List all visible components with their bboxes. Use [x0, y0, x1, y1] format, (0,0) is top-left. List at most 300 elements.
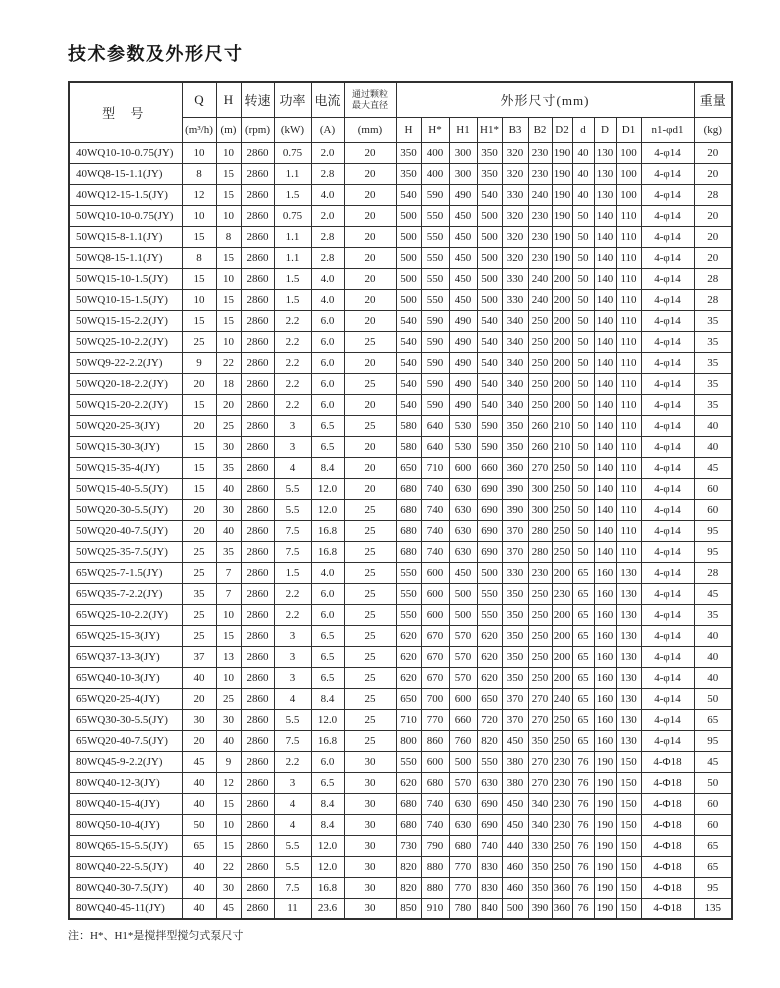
- value-cell: 15: [216, 247, 241, 268]
- table-row: [69, 415, 732, 436]
- dim-col-H1: H1: [449, 117, 477, 142]
- value-cell: 20: [182, 730, 216, 751]
- value-cell: 50: [694, 772, 732, 793]
- value-cell: 450: [449, 268, 477, 289]
- value-cell: 190: [552, 142, 572, 163]
- value-cell: 4-Φ18: [641, 772, 694, 793]
- value-cell: 770: [449, 877, 477, 898]
- value-cell: 130: [616, 583, 641, 604]
- value-cell: 2860: [241, 415, 274, 436]
- value-cell: 110: [616, 457, 641, 478]
- header-row-labels: [69, 82, 732, 117]
- table-row: [69, 709, 732, 730]
- col-header-power: 功率: [274, 82, 311, 117]
- value-cell: 570: [449, 772, 477, 793]
- value-cell: 910: [421, 898, 449, 919]
- value-cell: 76: [572, 772, 594, 793]
- value-cell: 630: [449, 814, 477, 835]
- dim-col-D: D: [594, 117, 616, 142]
- value-cell: 20: [344, 142, 396, 163]
- model-cell: 50WQ10-10-0.75(JY): [69, 205, 182, 226]
- value-cell: 490: [449, 352, 477, 373]
- value-cell: 2860: [241, 751, 274, 772]
- value-cell: 160: [594, 604, 616, 625]
- value-cell: 140: [594, 373, 616, 394]
- value-cell: 2860: [241, 898, 274, 919]
- table-row: [69, 247, 732, 268]
- value-cell: 250: [552, 835, 572, 856]
- value-cell: 360: [502, 457, 528, 478]
- value-cell: 230: [552, 772, 572, 793]
- value-cell: 30: [182, 709, 216, 730]
- value-cell: 550: [421, 205, 449, 226]
- value-cell: 590: [421, 310, 449, 331]
- value-cell: 340: [502, 394, 528, 415]
- value-cell: 3: [274, 772, 311, 793]
- value-cell: 65: [572, 583, 594, 604]
- value-cell: 230: [552, 751, 572, 772]
- value-cell: 330: [528, 835, 552, 856]
- value-cell: 40: [216, 520, 241, 541]
- value-cell: 25: [344, 415, 396, 436]
- model-cell: 65WQ25-7-1.5(JY): [69, 562, 182, 583]
- value-cell: 160: [594, 646, 616, 667]
- table-row: [69, 331, 732, 352]
- value-cell: 630: [449, 520, 477, 541]
- value-cell: 3: [274, 415, 311, 436]
- col-header-model: 型 号: [69, 82, 182, 142]
- value-cell: 25: [216, 415, 241, 436]
- value-cell: 800: [396, 730, 421, 751]
- value-cell: 50: [572, 289, 594, 310]
- value-cell: 40: [182, 667, 216, 688]
- value-cell: 670: [421, 646, 449, 667]
- value-cell: 2.8: [311, 226, 344, 247]
- value-cell: 320: [502, 205, 528, 226]
- value-cell: 540: [477, 331, 502, 352]
- value-cell: 40: [182, 772, 216, 793]
- value-cell: 130: [594, 142, 616, 163]
- value-cell: 4-φ14: [641, 688, 694, 709]
- value-cell: 2860: [241, 604, 274, 625]
- value-cell: 230: [552, 814, 572, 835]
- value-cell: 690: [477, 478, 502, 499]
- value-cell: 110: [616, 436, 641, 457]
- value-cell: 380: [502, 772, 528, 793]
- value-cell: 270: [528, 688, 552, 709]
- value-cell: 50: [572, 268, 594, 289]
- value-cell: 6.0: [311, 310, 344, 331]
- value-cell: 4.0: [311, 268, 344, 289]
- value-cell: 110: [616, 247, 641, 268]
- model-cell: 80WQ50-10-4(JY): [69, 814, 182, 835]
- value-cell: 4.0: [311, 562, 344, 583]
- value-cell: 580: [396, 436, 421, 457]
- value-cell: 200: [552, 625, 572, 646]
- value-cell: 35: [694, 394, 732, 415]
- value-cell: 6.0: [311, 331, 344, 352]
- table-row: [69, 877, 732, 898]
- model-cell: 50WQ15-30-3(JY): [69, 436, 182, 457]
- value-cell: 590: [477, 436, 502, 457]
- value-cell: 680: [396, 520, 421, 541]
- value-cell: 190: [594, 835, 616, 856]
- value-cell: 28: [694, 289, 732, 310]
- value-cell: 280: [528, 520, 552, 541]
- value-cell: 130: [616, 562, 641, 583]
- value-cell: 320: [502, 142, 528, 163]
- value-cell: 35: [694, 331, 732, 352]
- value-cell: 76: [572, 751, 594, 772]
- table-row: [69, 142, 732, 163]
- model-cell: 50WQ15-8-1.1(JY): [69, 226, 182, 247]
- value-cell: 250: [528, 625, 552, 646]
- value-cell: 25: [344, 688, 396, 709]
- value-cell: 15: [216, 310, 241, 331]
- value-cell: 490: [449, 184, 477, 205]
- value-cell: 4-φ14: [641, 709, 694, 730]
- value-cell: 35: [694, 310, 732, 331]
- value-cell: 360: [552, 877, 572, 898]
- value-cell: 550: [396, 604, 421, 625]
- value-cell: 230: [528, 247, 552, 268]
- value-cell: 20: [344, 478, 396, 499]
- value-cell: 350: [502, 646, 528, 667]
- value-cell: 540: [477, 184, 502, 205]
- value-cell: 110: [616, 520, 641, 541]
- value-cell: 620: [396, 772, 421, 793]
- col-header-speed: 转速: [241, 82, 274, 117]
- value-cell: 4-φ14: [641, 184, 694, 205]
- value-cell: 500: [396, 226, 421, 247]
- value-cell: 5.5: [274, 835, 311, 856]
- value-cell: 500: [396, 247, 421, 268]
- value-cell: 15: [216, 835, 241, 856]
- value-cell: 300: [449, 142, 477, 163]
- table-row: [69, 604, 732, 625]
- value-cell: 4: [274, 793, 311, 814]
- value-cell: 16.8: [311, 877, 344, 898]
- value-cell: 140: [594, 310, 616, 331]
- value-cell: 140: [594, 499, 616, 520]
- value-cell: 8.4: [311, 457, 344, 478]
- value-cell: 30: [216, 436, 241, 457]
- value-cell: 40: [694, 625, 732, 646]
- value-cell: 50: [572, 436, 594, 457]
- value-cell: 160: [594, 667, 616, 688]
- value-cell: 680: [421, 772, 449, 793]
- value-cell: 660: [477, 457, 502, 478]
- value-cell: 2860: [241, 793, 274, 814]
- table-row: [69, 373, 732, 394]
- value-cell: 50: [694, 688, 732, 709]
- value-cell: 230: [528, 226, 552, 247]
- value-cell: 76: [572, 835, 594, 856]
- value-cell: 140: [594, 289, 616, 310]
- value-cell: 250: [552, 730, 572, 751]
- value-cell: 50: [572, 205, 594, 226]
- table-row: [69, 184, 732, 205]
- model-cell: 80WQ40-30-7.5(JY): [69, 877, 182, 898]
- value-cell: 670: [421, 667, 449, 688]
- value-cell: 2860: [241, 268, 274, 289]
- value-cell: 28: [694, 184, 732, 205]
- value-cell: 45: [694, 751, 732, 772]
- value-cell: 2860: [241, 226, 274, 247]
- value-cell: 450: [449, 226, 477, 247]
- model-cell: 65WQ35-7-2.2(JY): [69, 583, 182, 604]
- value-cell: 550: [421, 226, 449, 247]
- value-cell: 50: [572, 373, 594, 394]
- col-header-head: H: [216, 82, 241, 117]
- value-cell: 35: [182, 583, 216, 604]
- value-cell: 2860: [241, 730, 274, 751]
- model-cell: 50WQ15-10-1.5(JY): [69, 268, 182, 289]
- value-cell: 2.8: [311, 163, 344, 184]
- value-cell: 500: [396, 268, 421, 289]
- model-cell: 65WQ37-13-3(JY): [69, 646, 182, 667]
- value-cell: 15: [182, 268, 216, 289]
- table-row: [69, 751, 732, 772]
- value-cell: 40: [216, 730, 241, 751]
- model-cell: 40WQ12-15-1.5(JY): [69, 184, 182, 205]
- value-cell: 650: [396, 688, 421, 709]
- value-cell: 20: [344, 247, 396, 268]
- value-cell: 22: [216, 856, 241, 877]
- value-cell: 13: [216, 646, 241, 667]
- value-cell: 740: [477, 835, 502, 856]
- value-cell: 2860: [241, 688, 274, 709]
- value-cell: 530: [449, 415, 477, 436]
- value-cell: 8.4: [311, 793, 344, 814]
- value-cell: 230: [528, 562, 552, 583]
- value-cell: 550: [421, 268, 449, 289]
- value-cell: 590: [421, 352, 449, 373]
- value-cell: 680: [396, 541, 421, 562]
- value-cell: 600: [449, 688, 477, 709]
- value-cell: 6.5: [311, 772, 344, 793]
- unit-head: (m): [216, 117, 241, 142]
- model-cell: 50WQ25-10-2.2(JY): [69, 331, 182, 352]
- value-cell: 4-Φ18: [641, 793, 694, 814]
- value-cell: 7: [216, 562, 241, 583]
- value-cell: 4-φ14: [641, 268, 694, 289]
- value-cell: 140: [594, 226, 616, 247]
- value-cell: 140: [594, 331, 616, 352]
- value-cell: 15: [216, 184, 241, 205]
- value-cell: 30: [344, 856, 396, 877]
- value-cell: 720: [477, 709, 502, 730]
- value-cell: 15: [182, 436, 216, 457]
- table-row: [69, 898, 732, 919]
- value-cell: 20: [344, 394, 396, 415]
- unit-flow: (m³/h): [182, 117, 216, 142]
- value-cell: 820: [477, 730, 502, 751]
- value-cell: 2860: [241, 331, 274, 352]
- model-cell: 65WQ40-10-3(JY): [69, 667, 182, 688]
- value-cell: 4-φ14: [641, 163, 694, 184]
- model-cell: 65WQ25-15-3(JY): [69, 625, 182, 646]
- value-cell: 370: [502, 541, 528, 562]
- value-cell: 25: [344, 541, 396, 562]
- value-cell: 4-Φ18: [641, 877, 694, 898]
- value-cell: 760: [449, 730, 477, 751]
- table-row: [69, 772, 732, 793]
- value-cell: 240: [552, 688, 572, 709]
- table-row: [69, 562, 732, 583]
- value-cell: 230: [528, 163, 552, 184]
- table-row: [69, 730, 732, 751]
- value-cell: 20: [216, 394, 241, 415]
- value-cell: 240: [528, 289, 552, 310]
- value-cell: 12.0: [311, 499, 344, 520]
- value-cell: 1.5: [274, 562, 311, 583]
- value-cell: 50: [572, 310, 594, 331]
- value-cell: 250: [552, 856, 572, 877]
- value-cell: 7.5: [274, 520, 311, 541]
- value-cell: 330: [502, 289, 528, 310]
- value-cell: 200: [552, 289, 572, 310]
- value-cell: 730: [396, 835, 421, 856]
- dim-col-B3: B3: [502, 117, 528, 142]
- value-cell: 570: [449, 667, 477, 688]
- value-cell: 2860: [241, 520, 274, 541]
- value-cell: 460: [502, 856, 528, 877]
- table-row: [69, 310, 732, 331]
- value-cell: 2860: [241, 352, 274, 373]
- value-cell: 35: [216, 541, 241, 562]
- value-cell: 160: [594, 583, 616, 604]
- value-cell: 550: [477, 604, 502, 625]
- spec-table: [68, 81, 733, 920]
- value-cell: 770: [449, 856, 477, 877]
- model-cell: 50WQ15-20-2.2(JY): [69, 394, 182, 415]
- value-cell: 340: [528, 793, 552, 814]
- value-cell: 200: [552, 604, 572, 625]
- value-cell: 130: [616, 709, 641, 730]
- value-cell: 2.0: [311, 205, 344, 226]
- value-cell: 250: [528, 373, 552, 394]
- value-cell: 15: [216, 289, 241, 310]
- value-cell: 820: [396, 877, 421, 898]
- value-cell: 110: [616, 373, 641, 394]
- value-cell: 160: [594, 730, 616, 751]
- value-cell: 25: [182, 331, 216, 352]
- value-cell: 630: [449, 499, 477, 520]
- value-cell: 740: [421, 499, 449, 520]
- value-cell: 16.8: [311, 730, 344, 751]
- model-cell: 50WQ15-15-2.2(JY): [69, 310, 182, 331]
- value-cell: 550: [396, 583, 421, 604]
- value-cell: 8: [182, 247, 216, 268]
- value-cell: 30: [344, 898, 396, 919]
- value-cell: 550: [421, 289, 449, 310]
- value-cell: 590: [421, 394, 449, 415]
- value-cell: 160: [594, 688, 616, 709]
- value-cell: 20: [344, 268, 396, 289]
- value-cell: 40: [572, 184, 594, 205]
- value-cell: 10: [216, 667, 241, 688]
- value-cell: 20: [344, 184, 396, 205]
- value-cell: 350: [396, 163, 421, 184]
- value-cell: 100: [616, 142, 641, 163]
- value-cell: 140: [594, 541, 616, 562]
- value-cell: 500: [396, 289, 421, 310]
- value-cell: 140: [594, 520, 616, 541]
- value-cell: 76: [572, 877, 594, 898]
- value-cell: 200: [552, 562, 572, 583]
- value-cell: 150: [616, 793, 641, 814]
- value-cell: 250: [552, 709, 572, 730]
- value-cell: 4-φ14: [641, 247, 694, 268]
- value-cell: 590: [421, 331, 449, 352]
- value-cell: 10: [216, 205, 241, 226]
- table-row: [69, 205, 732, 226]
- value-cell: 5.5: [274, 709, 311, 730]
- value-cell: 130: [616, 688, 641, 709]
- value-cell: 50: [572, 352, 594, 373]
- value-cell: 60: [694, 499, 732, 520]
- value-cell: 4-Φ18: [641, 898, 694, 919]
- value-cell: 2860: [241, 583, 274, 604]
- value-cell: 30: [344, 793, 396, 814]
- table-row: [69, 793, 732, 814]
- value-cell: 710: [396, 709, 421, 730]
- value-cell: 6.0: [311, 583, 344, 604]
- value-cell: 200: [552, 352, 572, 373]
- value-cell: 1.1: [274, 163, 311, 184]
- value-cell: 6.5: [311, 415, 344, 436]
- value-cell: 150: [616, 898, 641, 919]
- value-cell: 4-φ14: [641, 562, 694, 583]
- value-cell: 650: [396, 457, 421, 478]
- value-cell: 6.0: [311, 604, 344, 625]
- value-cell: 350: [477, 142, 502, 163]
- value-cell: 40: [694, 436, 732, 457]
- value-cell: 550: [421, 247, 449, 268]
- value-cell: 350: [396, 142, 421, 163]
- value-cell: 140: [594, 352, 616, 373]
- value-cell: 540: [396, 394, 421, 415]
- model-cell: 65WQ30-30-5.5(JY): [69, 709, 182, 730]
- value-cell: 340: [502, 352, 528, 373]
- value-cell: 50: [572, 499, 594, 520]
- model-cell: 80WQ40-15-4(JY): [69, 793, 182, 814]
- value-cell: 500: [449, 604, 477, 625]
- value-cell: 30: [216, 499, 241, 520]
- value-cell: 350: [477, 163, 502, 184]
- value-cell: 690: [477, 499, 502, 520]
- table-row: [69, 625, 732, 646]
- value-cell: 830: [477, 877, 502, 898]
- value-cell: 50: [572, 394, 594, 415]
- value-cell: 630: [449, 541, 477, 562]
- value-cell: 740: [421, 541, 449, 562]
- value-cell: 330: [502, 268, 528, 289]
- value-cell: 65: [572, 667, 594, 688]
- value-cell: 25: [344, 730, 396, 751]
- value-cell: 2.2: [274, 583, 311, 604]
- value-cell: 2860: [241, 814, 274, 835]
- value-cell: 8.4: [311, 814, 344, 835]
- value-cell: 5.5: [274, 478, 311, 499]
- value-cell: 25: [344, 520, 396, 541]
- value-cell: 65: [572, 709, 594, 730]
- model-cell: 50WQ8-15-1.1(JY): [69, 247, 182, 268]
- value-cell: 50: [572, 247, 594, 268]
- value-cell: 40: [182, 898, 216, 919]
- value-cell: 190: [594, 814, 616, 835]
